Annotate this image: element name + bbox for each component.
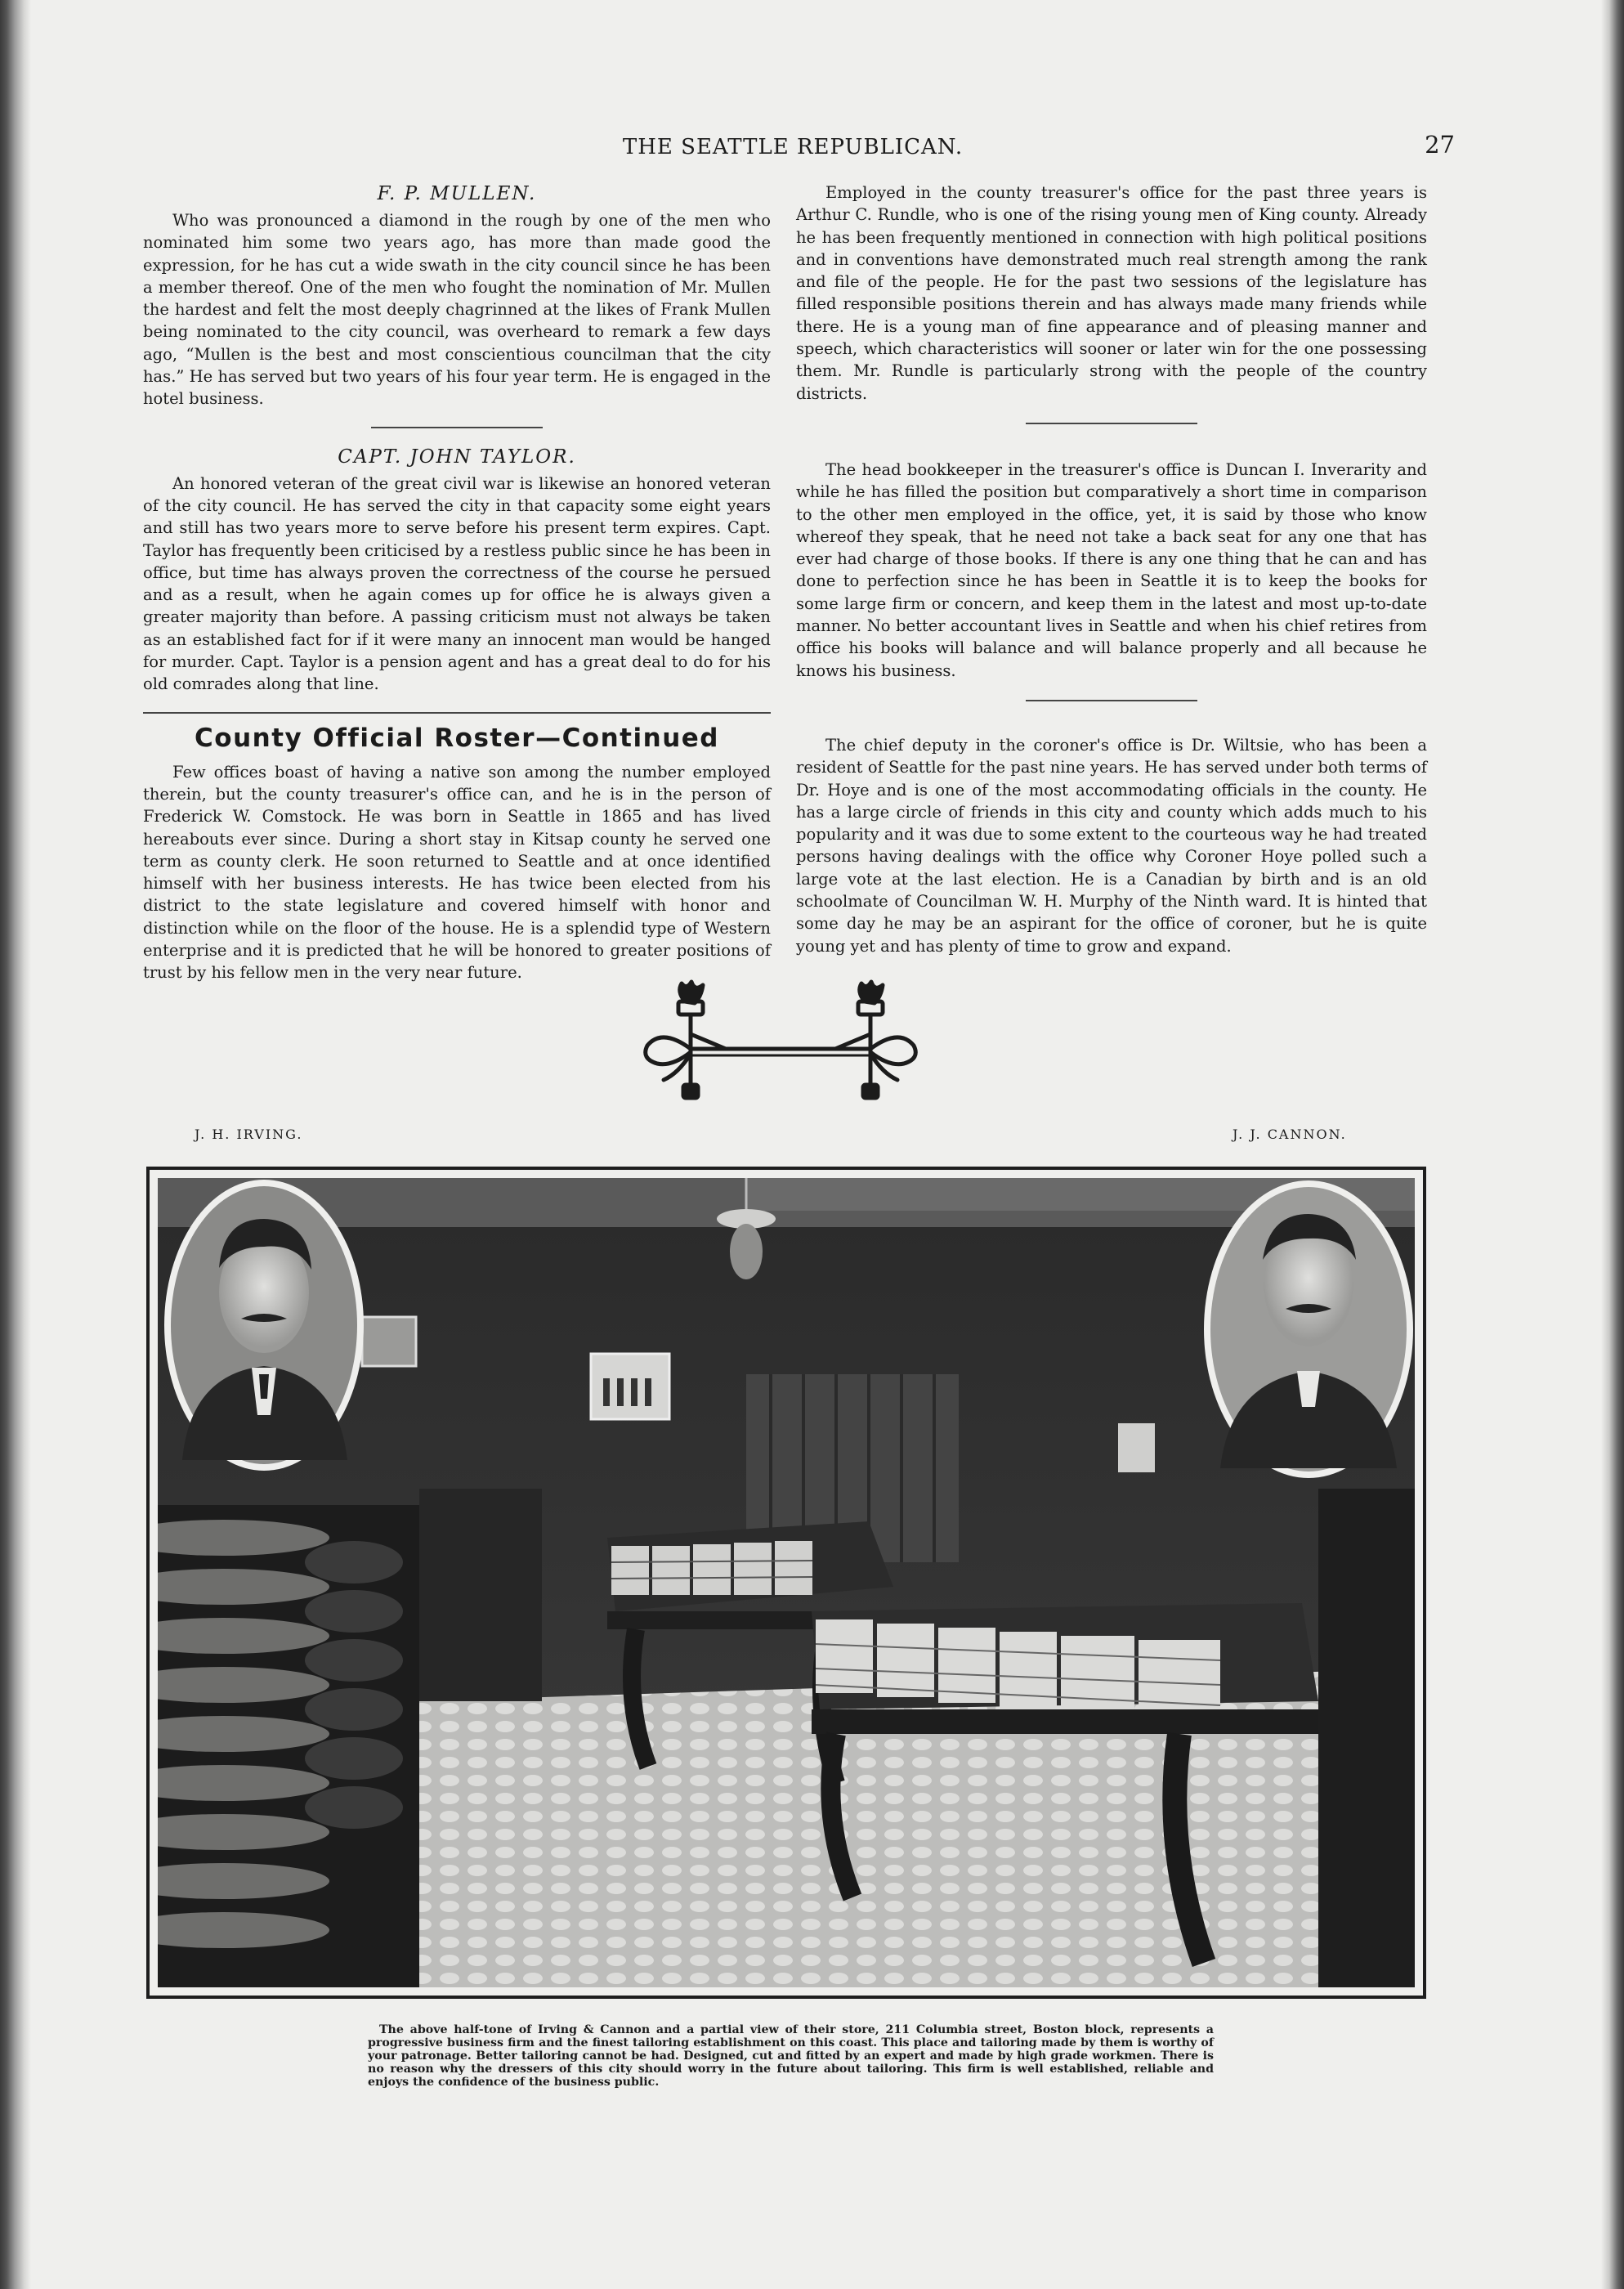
store-photo — [146, 1167, 1426, 1999]
torch-ornament-icon — [629, 977, 932, 1108]
page-binding-shadow — [0, 0, 31, 2289]
wiltsie-article: The chief deputy in the coroner's office is Dr. Wiltsie, who has been a resident of Seattle for the past nine years. He has served under both terms of Dr. Hoye and is one of the most accommodating officials in the county. He has a large circle of friends in this city and county which adds much to his popularity and it was due to some extent to the courteous way he had treated persons having dealings with the office why Coroner Hoye polled such a large vote at the last election. He is a Canadian by birth and is an old schoolmate of Councilman W. H. Murphy of the Ninth ward. It is hinted that some day he may be an aspirant for the office of coroner, but he is quite young yet and has plenty of time to grow and expand. — [796, 735, 1427, 956]
divider — [1026, 700, 1197, 701]
photo-caption: The above half-tone of Irving & Cannon and a partial view of their store, 211 Columbia street, Boston block, represents a progressive business firm and the finest tailoring establishment on this coast. This place and tailoring made by them is worthy of your patronage. Better tailoring cannot be had. Designed, cut and fitted by an expert and made by high grade workmen. There is no reason why the dressers of this city should worry in the future about tailoring. This firm is well established, reliable and enjoys the confidence of the business public. — [368, 2023, 1214, 2089]
rundle-article: Employed in the county treasurer's office for the past three years is Arthur C. Rundle, who is one of the rising young men of King county. Already he has been frequently mentioned in connection with high political positions and in conventions have demonstrated much real strength among the rank and file of the people. He for the past two sessions of the legislature has filled responsible positions therein and has always made many friends while there. He is a young man of fine appearance and of pleasing manner and speech, which characteristics will sooner or later win for the one possessing them. Mr. Rundle is particularly strong with the people of the country districts. — [796, 183, 1427, 403]
page-edge-shadow — [1601, 0, 1624, 2289]
store-interior-photo — [158, 1178, 1415, 1987]
section-divider — [143, 712, 771, 714]
taylor-article: An honored veteran of the great civil war is likewise an honored veteran of the city council. He has served the city in that capacity some eight years and still has two years more to serve before his present term expires. Capt. Taylor has frequently been criticised by a restless public since he has been in office, but time has always proven the correctness of the course he persued and as a result, when he again comes up for office he is always given a greater majority than before. A passing criticism must not always be taken as an established fact for if it were many an innocent man would be hanged for murder. Capt. Taylor is a pension agent and has a great deal to do for his old comrades along that line. — [143, 473, 771, 694]
left-column — [143, 181, 771, 984]
photo-label-cannon: J. J. CANNON. — [1233, 1127, 1347, 1142]
divider — [371, 427, 543, 428]
comstock-article: Few offices boast of having a native son among the number employed therein, but the county treasurer's office can, and he is in the person of Frederick W. Comstock. He was born in Seattle in 1865 and has lived hereabouts ever since. During a short stay in Kitsap county he served one term as county clerk. He soon returned to Seattle and at once identified himself with her business interests. He has twice been elected from his district to the state legislature and covered himself with honor and distinction while on the floor of the house. He is a splendid type of Western enterprise and it is predicted that he will be honored to greater positions of trust by his fellow men in the very near future. — [143, 762, 771, 983]
mullen-article: Who was pronounced a diamond in the rough by one of the men who nominated him some two years ago, has more than made good the expression, for he has cut a wide swath in the city council since he has been a member thereof. One of the men who fought the nomination of Mr. Mullen the hardest and felt the most deeply chagrinned at the likes of Frank Mullen being nominated to the city council, was overheard to remark a few days ago, “Mullen is the best and most conscientious councilman that the city has.” He has served but two years of his four year term. He is engaged in the hotel business. — [143, 211, 771, 409]
divider — [1026, 423, 1197, 424]
right-column — [796, 181, 1427, 957]
inverarity-article: The head bookkeeper in the treasurer's office is Duncan I. Inverarity and while he has filled the position but comparatively a short time in comparison to the other men employed in the office, yet, it is said by those who know whereof they speak, that he need not take a back seat for any one that has ever had charge of those books. If there is any one thing that he can and has done to perfection since he has been in Seattle it is to keep the books for some large firm or concern, and keep them in the latest and most up-to-date manner. No better accountant lives in Seattle and when his chief retires from office his books will balance and will balance properly and all because he knows his business. — [796, 459, 1427, 680]
roster-section-title: County Official Roster—Continued — [195, 723, 719, 753]
taylor-heading: CAPT. JOHN TAYLOR. — [338, 446, 576, 468]
mullen-heading: F. P. MULLEN. — [377, 183, 537, 204]
page-number: 27 — [1425, 131, 1455, 159]
running-head: THE SEATTLE REPUBLICAN. — [622, 135, 964, 159]
photo-label-irving: J. H. IRVING. — [195, 1127, 303, 1142]
